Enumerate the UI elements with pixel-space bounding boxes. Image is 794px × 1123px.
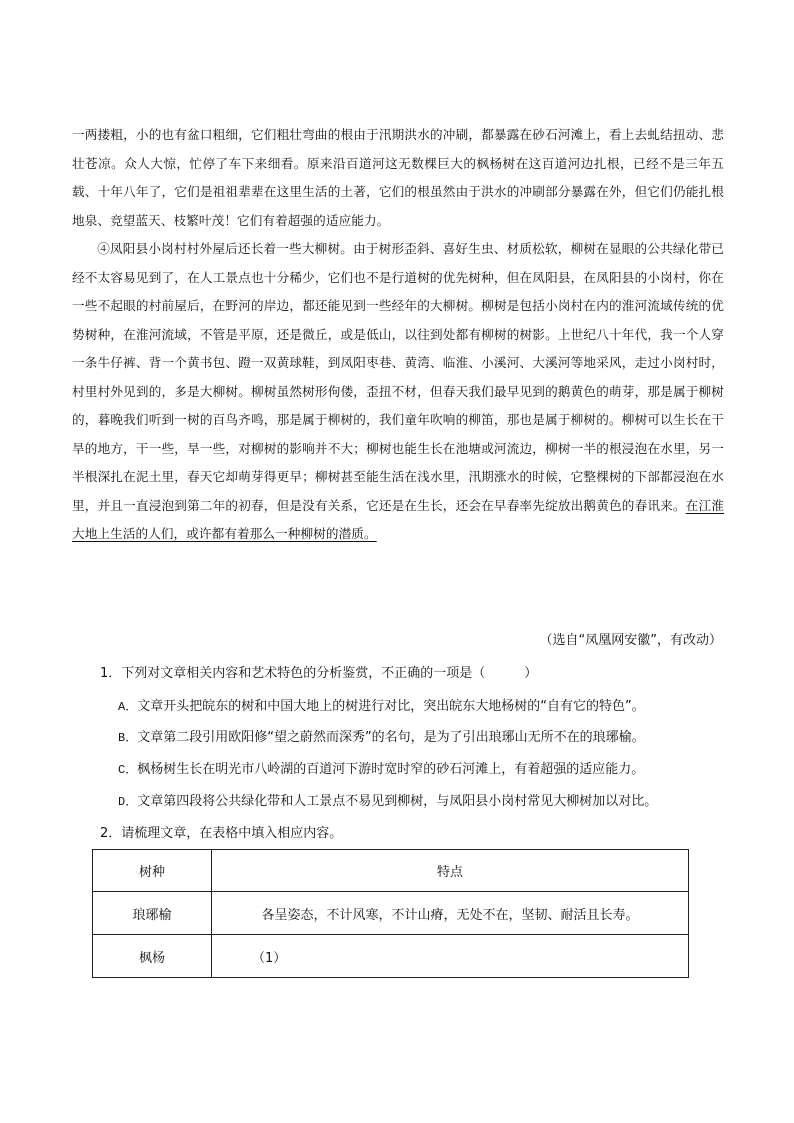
feature-cell: 各呈姿态，不计风寒，不计山瘠，无处不在，坚韧、耐活且长寿。 [212, 892, 689, 935]
paragraph-4-body: ④凤阳县小岗村村外屋后还长着一些大柳树。由于树形歪斜、喜好生虫、材质松软，柳树在显眼的公共绿化带已经不太容易见到了，在人工景点也十分稀少，它们也不是行道树的优先树种，但在凤阳县，在凤阳县的小岗村，你在一些不起眼的村前屋后，在野河的岸边，都还能见到一些经年的大柳树。柳树是包括小岗村在内的淮河流域传统的优势树种，在淮河流域，不管是平原，还是微丘，或是低山，以往到处都有柳树的树影。上世纪八十年代，我一个人穿一条牛仔裤、背一个黄书包、蹬一双黄球鞋，到凤阳枣巷、黄湾、临淮、小溪河、大溪河等地采风，走过小岗村时，村里村外见到的，多是大柳树。柳树虽然树形佝偻，歪扭不材，但春天我们最早见到的鹅黄色的萌芽，那是属于柳树的，暮晚我们听到一树的百鸟齐鸣，那是属于柳树的，我们童年吹响的柳笛，那也是属于柳树的。柳树可以生长在干旱的地方，干一些，旱一些，对柳树的影响并不大；柳树也能生长在池塘或河流边，柳树一半的根浸泡在水里，另一半根深扎在泥土里，春天它却萌芽得更早；柳树甚至能生活在浅水里，汛期涨水的时候，它整棵树的下部都浸泡在水里，并且一直浸泡到第二年的初春，但是没有关系，它还是在生长，还会在早春率先绽放出鹅黄色的春讯来。 [72, 241, 724, 513]
species-cell: 枫杨 [93, 935, 212, 978]
passage-paragraph-3-continued: 一两搂粗，小的也有盆口粗细，它们粗壮弯曲的根由于汛期洪水的冲刷，都暴露在砂石河滩上，看上去虬结扭动、悲壮苍凉。众人大惊，忙停了车下来细看。原来沿百道河这无数棵巨大的枫杨树在这百道河边扎根，已经不是三年五载、十年八年了，它们是祖祖辈辈在这里生活的土著，它们的根虽然由于洪水的冲刷部分暴露在外，但它们仍能扎根地泉、竞望蓝天、枝繁叶茂！它们有着超强的适应能力。 [72, 127, 724, 228]
question-1-option-b[interactable] [118, 728, 645, 748]
table-row [93, 892, 689, 935]
table-row [93, 935, 689, 978]
option-letter: A． [118, 700, 138, 714]
table-header-row [93, 850, 689, 892]
passage-paragraph-4 [72, 235, 724, 549]
question-1-option-c[interactable] [118, 760, 644, 780]
option-text: 文章第四段将公共绿化带和人工景点不易见到柳树，与凤阳县小岗村常见大柳树加以对比。 [137, 794, 658, 809]
header-feature: 特点 [212, 850, 689, 892]
answer-table [92, 849, 689, 978]
question-1-stem: 1．下列对文章相关内容和艺术特色的分析鉴赏，不正确的一项是（ ） [100, 666, 538, 681]
option-text: 枫杨树生长在明光市八岭湖的百道河下游时宽时窄的砂石河滩上，有着超强的适应能力。 [137, 762, 645, 777]
question-1-option-a[interactable] [118, 697, 645, 717]
source-citation: （选自“凤凰网安徽”，有改动） [539, 633, 722, 648]
question-1-option-d[interactable] [118, 792, 657, 812]
feature-answer-blank[interactable]: （1） [212, 935, 689, 978]
question-2-stem: 2．请梳理文章，在表格中填入相应内容。 [100, 826, 343, 841]
header-species: 树种 [93, 850, 212, 892]
option-letter: B． [118, 731, 138, 745]
underlined-sentence: 在江淮大地上生活的人们，或许都有着那么一种柳树的潜质。 [72, 497, 724, 541]
option-text: 文章开头把皖东的树和中国大地上的树进行对比，突出皖东大地杨树的“自有它的特色”。 [137, 699, 645, 714]
option-letter: C． [118, 763, 138, 777]
option-text: 文章第二段引用欧阳修“望之蔚然而深秀”的名句，是为了引出琅琊山无所不在的琅琊榆。 [137, 730, 645, 745]
species-cell: 琅琊榆 [93, 892, 212, 935]
option-letter: D． [118, 795, 138, 809]
reading-passage [72, 121, 724, 549]
